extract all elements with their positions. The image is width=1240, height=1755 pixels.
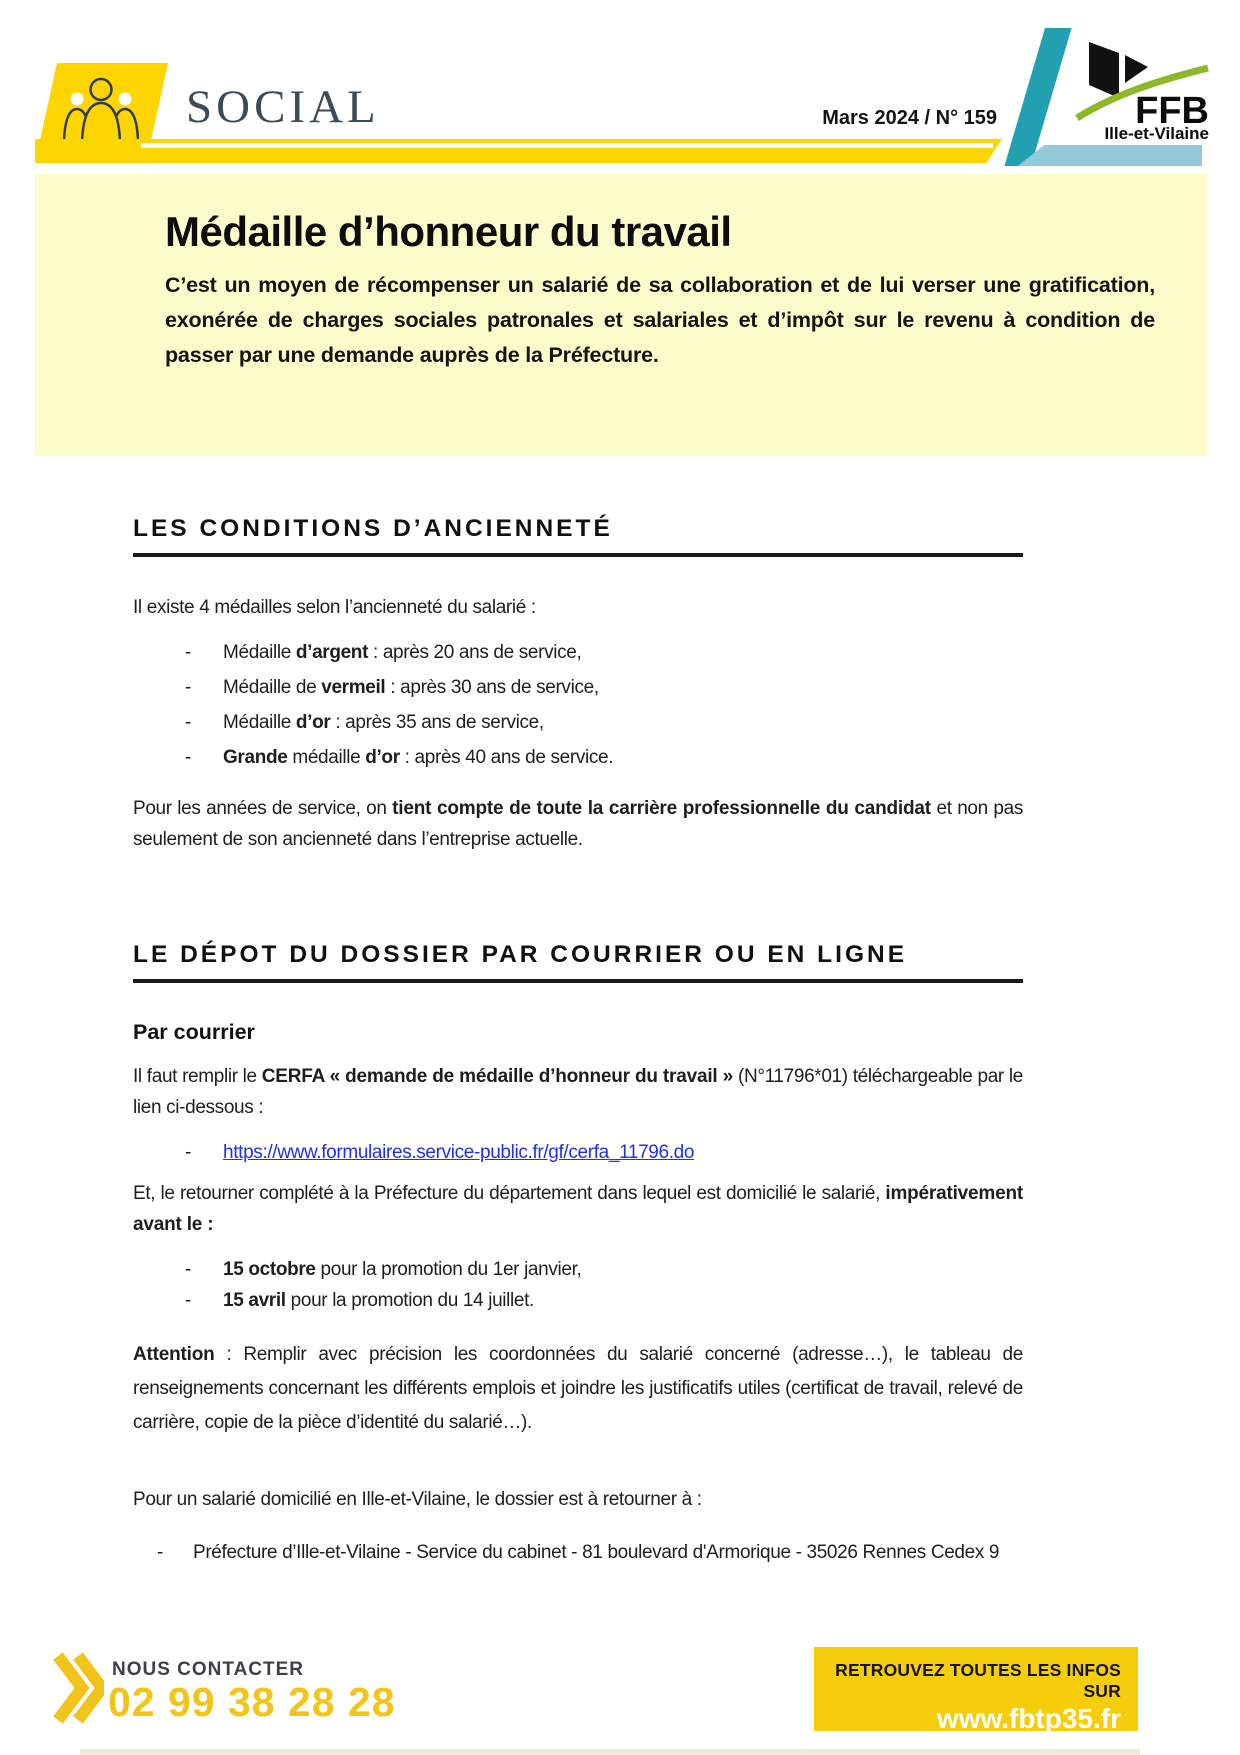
page-category: SOCIAL (186, 81, 380, 133)
prefecture-address: Préfecture d’Ille-et-Vilaine - Service du cabinet - 81 boulevard d'Armorique - 35026 Rennes Cedex 9 (193, 1542, 1000, 1563)
paragraph-address-intro: Pour un salarié domicilié en Ille-et-Vilaine, le dossier est à retourner à : (133, 1489, 702, 1510)
article-intro: C’est un moyen de récompenser un salarié de sa collaboration et de lui verser une gratification, exonérée de charges sociales patronales et salariales et d’impôt sur le revenu à condition de passer par une demande auprès de la Préfecture. (165, 273, 1155, 367)
list-item-prefecture-address (133, 1537, 1023, 1568)
list-item-text: Médaille de vermeil : après 30 ans de service, (223, 677, 599, 698)
section-heading-depot: LE DÉPOT DU DOSSIER PAR COURRIER OU EN LIGNE (133, 939, 1023, 983)
people-icon (58, 76, 144, 146)
header-band-separator (141, 143, 993, 148)
list-item-medal-vermeil (133, 670, 1023, 705)
paragraph-attention: Attention : Remplir avec précision les coordonnées du salarié concerné (adresse…), le tableau de renseignements concernant les différents emplois et joindre les justificatifs utiles (certificat de travail, relevé de carrière, copie de la pièce d’identité du salarié…). (133, 1344, 1023, 1433)
list-item-text: Médaille d’argent : après 20 ans de service, (223, 642, 582, 663)
bullet-dash: - (185, 1142, 191, 1163)
website-info-label: RETROUVEZ TOUTES LES INFOS SUR (835, 1660, 1121, 1701)
list-item-grande-medal-or (133, 740, 1023, 775)
bullet-dash: - (185, 1290, 191, 1311)
page-bottom-edge (80, 1749, 1140, 1755)
ffb-logo-text: FFB (1135, 90, 1209, 132)
deadline-list (133, 1254, 1023, 1316)
ffb-logo-right-shape (1125, 55, 1148, 83)
article-title: Médaille d’honneur du travail (165, 208, 732, 255)
cerfa-form-link[interactable]: https://www.formulaires.service-public.fr/gf/cerfa_11796.do (223, 1142, 695, 1163)
ffb-logo-left-shape (1089, 42, 1119, 98)
list-item-text: 15 avril pour la promotion du 14 juillet. (223, 1290, 534, 1311)
bullet-dash: - (185, 747, 191, 768)
paragraph-return-info: Et, le retourner complété à la Préfecture du département dans lequel est domicilié le salarié, impérativement avant le : (133, 1183, 1023, 1235)
bullet-dash: - (157, 1542, 163, 1563)
list-item-text: Grande médaille d’or : après 40 ans de service. (223, 747, 614, 768)
light-blue-bar (1012, 145, 1202, 166)
double-chevron-icon (52, 1652, 104, 1724)
paragraph-medal-intro: Il existe 4 médailles selon l’ancienneté du salarié : (133, 597, 536, 618)
list-item-deadline-april (133, 1285, 1023, 1316)
bullet-dash: - (185, 677, 191, 698)
bullet-dash: - (185, 642, 191, 663)
ffb-logo (1075, 38, 1210, 141)
medal-list (133, 635, 1023, 775)
list-item-deadline-october (133, 1254, 1023, 1285)
website-info-box (814, 1647, 1138, 1734)
ffb-logo-region: Ille-et-Vilaine (1104, 124, 1209, 141)
list-item-text: Médaille d’or : après 35 ans de service, (223, 712, 544, 733)
hero-box (35, 174, 1207, 456)
contact-label: NOUS CONTACTER (112, 1659, 305, 1680)
cerfa-link-wrapper (223, 1142, 694, 1163)
paragraph-cerfa: Il faut remplir le CERFA « demande de médaille d’honneur du travail » (N°11796*01) téléchargeable par le lien ci-dessous : (133, 1066, 1023, 1118)
main-content (133, 513, 1023, 1568)
issue-date-number: Mars 2024 / N° 159 (822, 107, 997, 129)
section-heading-conditions: LES CONDITIONS D’ANCIENNETÉ (133, 513, 1023, 557)
bullet-dash: - (185, 712, 191, 733)
list-item-text: 15 octobre pour la promotion du 1er janvier, (223, 1259, 582, 1280)
phone-number: 02 99 38 28 28 (108, 1679, 396, 1725)
list-item-medal-or (133, 705, 1023, 740)
website-url: www.fbtp35.fr (936, 1703, 1121, 1734)
cerfa-link-item (133, 1137, 1023, 1168)
subheading-par-courrier: Par courrier (133, 1020, 255, 1044)
paragraph-career-note: Pour les années de service, on tient compte de toute la carrière professionnelle du candidat et non pas seulement de son ancienneté dans l’entreprise actuelle. (133, 798, 1024, 850)
list-item-medal-argent (133, 635, 1023, 670)
bullet-dash: - (185, 1259, 191, 1280)
